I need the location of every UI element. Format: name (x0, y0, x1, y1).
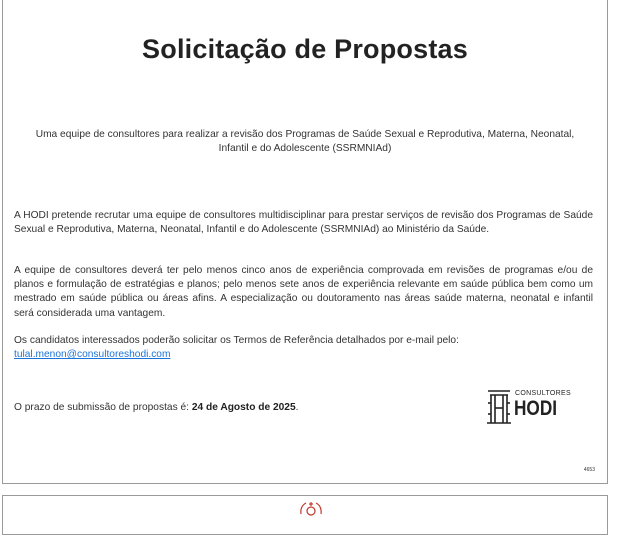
page-title: Solicitação de Propostas (142, 34, 468, 64)
subtitle: Uma equipe de consultores para realizar a revisão dos Programas de Saúde Sexual e Reprodutiva, Materna, Neonatal, Infantil e do Adolescente (SSRMNIAd) (35, 129, 575, 154)
ad-code: 4653 (583, 467, 595, 473)
logo-name: HODI (514, 397, 558, 420)
paragraph-contact (14, 334, 593, 362)
hodi-emblem-icon (486, 388, 512, 426)
deadline-date: 24 de Agosto de 2025 (191, 402, 296, 413)
deadline-prefix: O prazo de submissão de propostas é: (14, 402, 192, 413)
deadline-suffix: . (295, 402, 299, 413)
contact-text: Os candidatos interessados poderão solicitar os Termos de Referência detalhados por e-mail pelo: (14, 335, 459, 346)
deadline-line (14, 402, 298, 413)
logo-subtitle: CONSULTORES (515, 390, 571, 397)
email-link[interactable]: tulal.menon@consultoreshodi.com (14, 349, 171, 361)
advert-frame (2, 0, 608, 484)
paragraph-intro: A HODI pretende recrutar uma equipe de consultores multidisciplinar para prestar serviços de revisão dos Programas de Saúde Sexual e Reprodutiva, Materna, Neonatal, Infantil e do Adolescente (SSRMNIAd) ao Ministério da Saúde. (14, 210, 593, 236)
next-advert-frame (2, 495, 608, 535)
paragraph-requirements: A equipe de consultores deverá ter pelo menos cinco anos de experiência comprovada em revisões de programas e/ou de planos e formulação de estratégias e planos; pelo menos sete anos de experiência relevante em saúde pública bem como um mestrado em saúde pública ou áreas afins. A especialização ou doutoramento nas áreas saúde materna, neonatal e infantil será considerada uma vantagem. (14, 265, 593, 319)
hodi-logo (486, 386, 586, 432)
coat-of-arms-icon (297, 500, 325, 520)
